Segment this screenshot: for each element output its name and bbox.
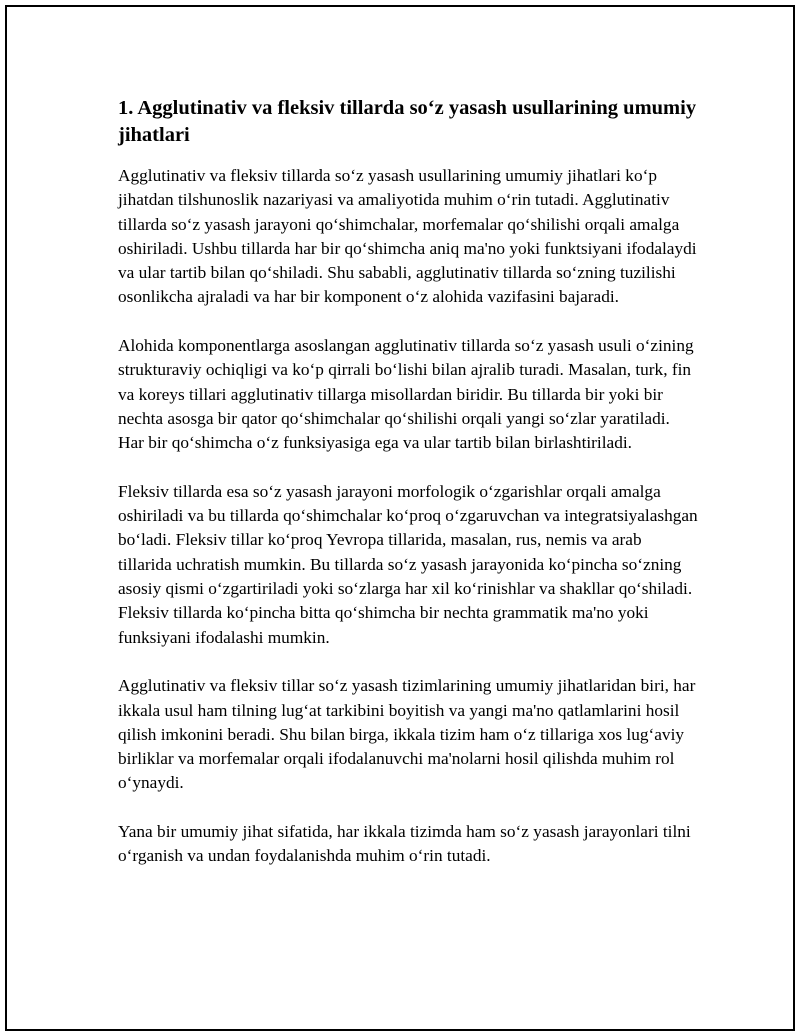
section-title: 1. Agglutinativ va fleksiv tillarda so‘z yasash usullarining umumiy jihatlari: [118, 97, 697, 146]
paragraph-2: Alohida komponentlarga asoslangan agglutinativ tillarda so‘z yasash usuli o‘zining strukturaviy ochiqligi va ko‘p qirrali bo‘lishi bilan ajralib turadi. Masalan, turk, fin va koreys tillari agglutinativ tillarga misollardan biridir. Bu tillarda bir yoki bir nechta asosga bir qator qo‘shimchalar qo‘shilishi orqali yangi so‘zlar yaratiladi. Har bir qo‘shimcha o‘z funksiyasiga ega va ular tartib bilan birlashtiriladi.: [118, 336, 694, 453]
paragraph-1: Agglutinativ va fleksiv tillarda so‘z yasash usullarining umumiy jihatlari ko‘p jihatdan tilshunoslik nazariyasi va amaliyotida muhim o‘rin tutadi. Agglutinativ tillarda so‘z yasash jarayoni qo‘shimchalar, morfemalar qo‘shilishi orqali amalga oshiriladi. Ushbu tillarda har bir qo‘shimcha aniq ma'no yoki funktsiyani ifodalaydi va ular tartib bilan qo‘shiladi. Shu sababli, agglutinativ tillarda so‘zning tuzilishi osonlikcha ajraladi va har bir komponent o‘z alohida vazifasini bajaradi.: [118, 166, 697, 307]
paragraph-5: Yana bir umumiy jihat sifatida, har ikkala tizimda ham so‘z yasash jarayonlari tilni o‘rganish va undan foydalanishda muhim o‘rin tutadi.: [118, 822, 691, 866]
paragraph-4: Agglutinativ va fleksiv tillar so‘z yasash tizimlarining umumiy jihatlaridan biri, har ikkala usul ham tilning lug‘at tarkibini boyitish va yangi ma'no qatlamlarini hosil qilish imkonini beradi. Shu bilan birga, ikkala tizim ham o‘z tillariga xos lug‘aviy birliklar va morfemalar orqali ifodalanuvchi ma'nolarni hosil qilishda muhim rol o‘ynaydi.: [118, 676, 696, 793]
paragraph-3: Fleksiv tillarda esa so‘z yasash jarayoni morfologik o‘zgarishlar orqali amalga oshiriladi va bu tillarda qo‘shimchalar ko‘proq o‘zgaruvchan va integratsiyalashgan bo‘ladi. Fleksiv tillar ko‘proq Yevropa tillarida, masalan, rus, nemis va arab tillarida uchratish mumkin. Bu tillarda so‘z yasash jarayonida ko‘pincha so‘zning asosiy qismi o‘zgartiriladi yoki so‘zlarga har xil ko‘rinishlar va shakllar qo‘shiladi. Fleksiv tillarda ko‘pincha bitta qo‘shimcha bir nechta grammatik ma'no yoki funksiyani ifodalashi mumkin.: [118, 481, 698, 647]
document-body: [118, 95, 698, 869]
